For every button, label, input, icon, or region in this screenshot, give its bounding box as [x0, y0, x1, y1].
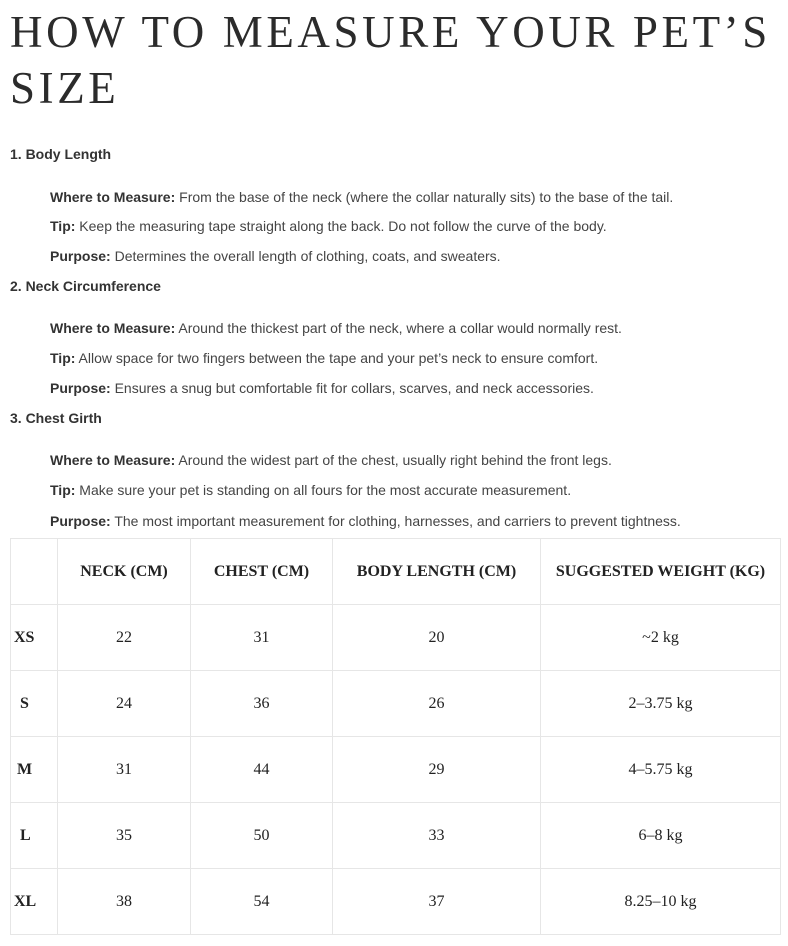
neck-where [50, 319, 622, 337]
body-length-tip [50, 217, 607, 235]
body-length-value: 20 [333, 605, 541, 671]
neck-where-text: Around the thickest part of the neck, where a collar would normally rest. [175, 320, 622, 336]
size-label: XS [11, 605, 58, 671]
chest-where-text: Around the widest part of the chest, usually right behind the front legs. [175, 452, 612, 468]
size-chart-table [10, 538, 781, 935]
weight-value: 4–5.75 kg [541, 737, 781, 803]
body-length-tip-label: Tip: [50, 218, 76, 234]
header-size [11, 539, 58, 605]
header-chest: CHEST (CM) [191, 539, 333, 605]
neck-purpose-label: Purpose: [50, 380, 111, 396]
section-heading-chest-girth: 3. Chest Girth [10, 410, 102, 426]
neck-value: 31 [58, 737, 191, 803]
weight-value: 8.25–10 kg [541, 869, 781, 935]
chest-value: 36 [191, 671, 333, 737]
body-length-value: 33 [333, 803, 541, 869]
neck-purpose-text: Ensures a snug but comfortable fit for collars, scarves, and neck accessories. [110, 380, 594, 396]
body-length-value: 29 [333, 737, 541, 803]
chest-tip-label: Tip: [50, 482, 76, 498]
table-row [11, 671, 781, 737]
neck-value: 38 [58, 869, 191, 935]
weight-value: 6–8 kg [541, 803, 781, 869]
chest-value: 31 [191, 605, 333, 671]
section-heading-body-length: 1. Body Length [10, 146, 112, 162]
body-length-purpose-label: Purpose: [50, 248, 111, 264]
header-suggested-weight: SUGGESTED WEIGHT (KG) [541, 539, 781, 605]
neck-value: 35 [58, 803, 191, 869]
neck-tip-text: Allow space for two fingers between the tape and your pet’s neck to ensure comfort. [75, 350, 599, 366]
header-body-length: BODY LENGTH (CM) [333, 539, 541, 605]
chest-purpose-label: Purpose: [50, 513, 111, 529]
neck-value: 22 [58, 605, 191, 671]
size-label: S [11, 671, 58, 737]
body-length-tip-text: Keep the measuring tape straight along the back. Do not follow the curve of the body. [75, 218, 607, 234]
header-neck: NECK (CM) [58, 539, 191, 605]
table-row [11, 605, 781, 671]
body-length-purpose [50, 247, 501, 265]
table-row [11, 803, 781, 869]
table-row [11, 737, 781, 803]
chest-purpose [50, 512, 681, 530]
neck-tip-label: Tip: [50, 350, 76, 366]
neck-purpose [50, 379, 594, 397]
chest-where-label: Where to Measure: [50, 452, 176, 468]
section-heading-neck-circumference: 2. Neck Circumference [10, 278, 161, 294]
size-label: L [11, 803, 58, 869]
table-row [11, 869, 781, 935]
body-length-purpose-text: Determines the overall length of clothing, coats, and sweaters. [110, 248, 501, 264]
chest-value: 44 [191, 737, 333, 803]
weight-value: ~2 kg [541, 605, 781, 671]
chest-tip-text: Make sure your pet is standing on all fours for the most accurate measurement. [75, 482, 572, 498]
chest-value: 50 [191, 803, 333, 869]
body-length-value: 26 [333, 671, 541, 737]
chest-purpose-text: The most important measurement for clothing, harnesses, and carriers to prevent tightness. [110, 513, 681, 529]
neck-tip [50, 349, 598, 367]
size-label: M [11, 737, 58, 803]
chest-value: 54 [191, 869, 333, 935]
table-header-row [11, 539, 781, 605]
body-length-where [50, 188, 673, 206]
body-length-where-text: From the base of the neck (where the collar naturally sits) to the base of the tail. [175, 189, 674, 205]
neck-value: 24 [58, 671, 191, 737]
chest-tip [50, 481, 571, 499]
neck-where-label: Where to Measure: [50, 320, 176, 336]
chest-where [50, 451, 612, 469]
weight-value: 2–3.75 kg [541, 671, 781, 737]
page-title: HOW TO MEASURE YOUR PET’S SIZE [10, 7, 771, 113]
size-label: XL [11, 869, 58, 935]
body-length-value: 37 [333, 869, 541, 935]
body-length-where-label: Where to Measure: [50, 189, 176, 205]
